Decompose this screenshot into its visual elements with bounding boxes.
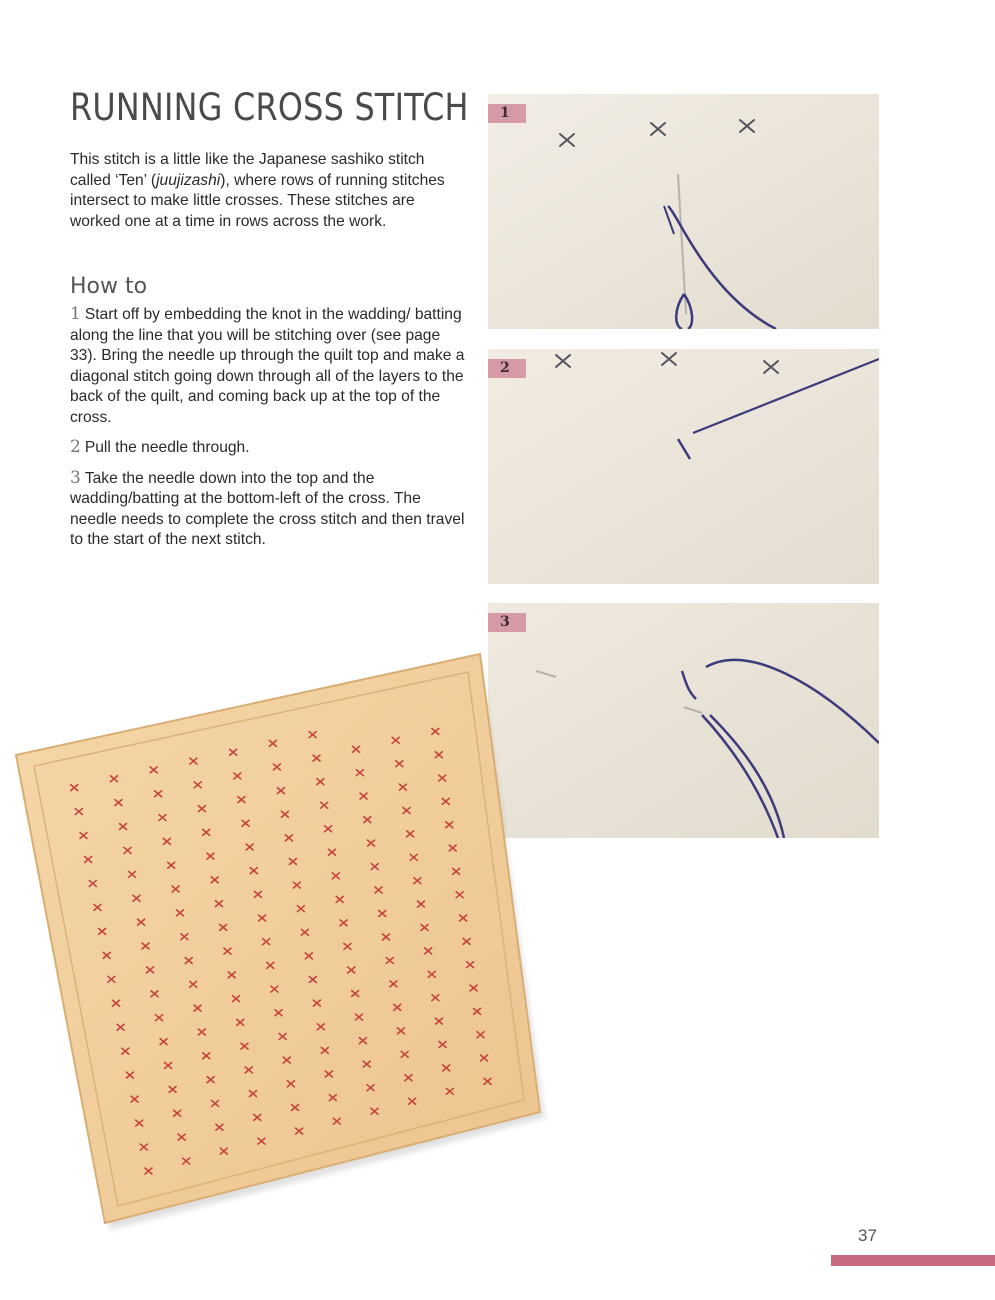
- intro-text-start: This stitch is a little like the Japanese sashiko stitch called ‘Ten’ (: [70, 151, 425, 189]
- how-to-heading: How to: [70, 274, 148, 299]
- step-number: 1: [70, 304, 81, 324]
- step-2-illustration: [488, 349, 879, 584]
- step-text: Pull the needle through.: [84, 439, 250, 456]
- step-2: [70, 437, 465, 459]
- step-3: [70, 468, 465, 551]
- intro-text-end: ), where rows of running stitches intersect to make little crosses. These stitches are worked one at a time in rows across the work.: [70, 171, 445, 230]
- step-text: Take the needle down into the top and the wadding/batting at the bottom-left of the cross. The needle needs to complete the cross stitch and then travel to the start of the next stitch.: [70, 469, 465, 548]
- step-badge-1: 1: [488, 104, 526, 123]
- step-badge-3: 3: [488, 613, 526, 632]
- footer-accent-bar: [831, 1255, 995, 1266]
- step-text: Start off by embedding the knot in the wadding/ batting along the line that you will be stitching over (see page 33). Bring the needle up through the quilt top and make a diagonal stitch going down through all of the layers to the back of the quilt, and coming back up at the top of the cross.: [70, 306, 465, 426]
- step-number: 2: [70, 437, 81, 457]
- steps-list: [70, 304, 465, 560]
- step-1-illustration: [488, 94, 879, 329]
- page-title: RUNNING CROSS STITCH: [70, 86, 469, 129]
- quilt-photo: [0, 640, 560, 1240]
- step-number: 3: [70, 467, 81, 488]
- step-1: [70, 304, 465, 428]
- page-number: 37: [858, 1226, 877, 1245]
- intro-paragraph: [70, 150, 465, 232]
- intro-italic-term: juujizashi: [156, 171, 221, 189]
- step-badge-2: 2: [488, 359, 526, 378]
- step-photo-2: [488, 349, 879, 584]
- step-photo-1: [488, 94, 879, 329]
